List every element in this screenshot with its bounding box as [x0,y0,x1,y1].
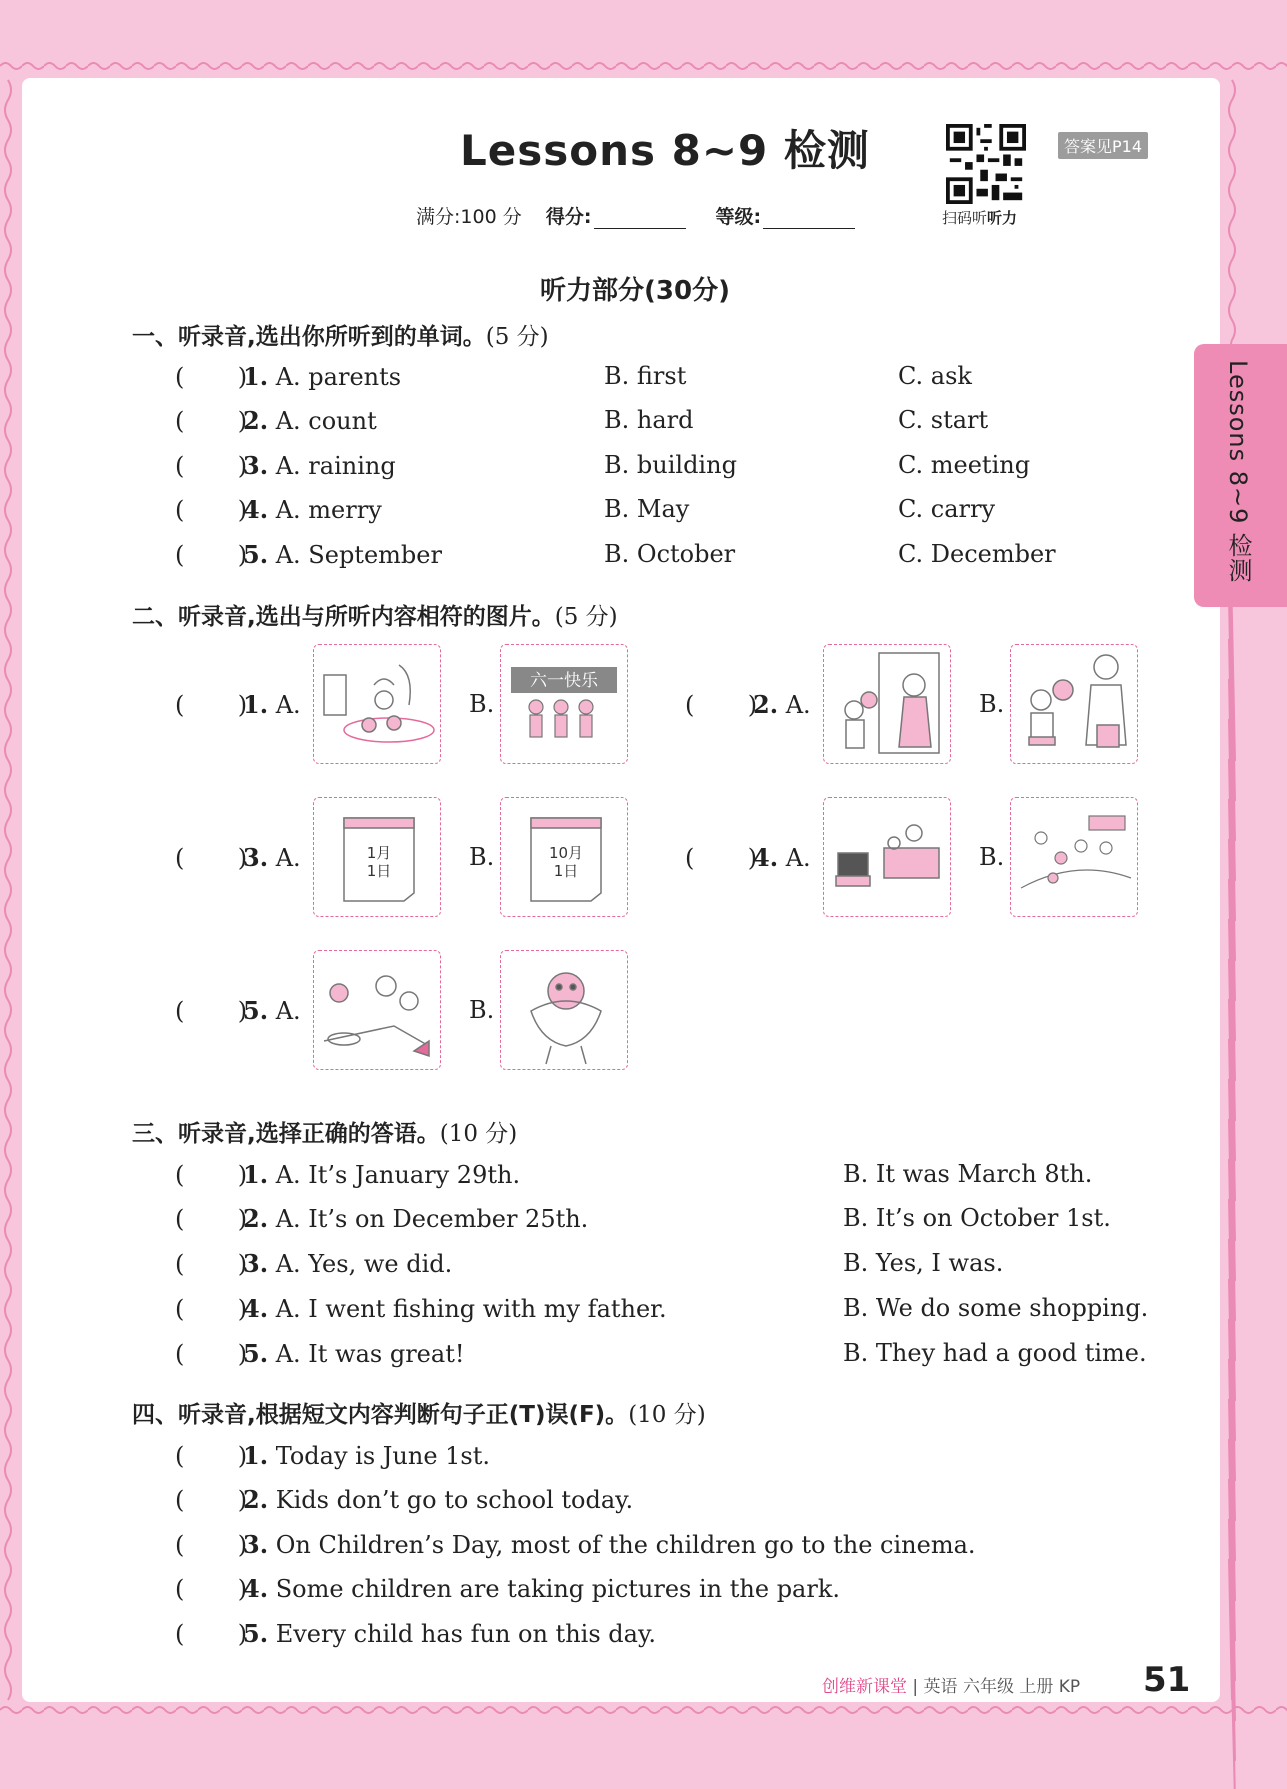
item-number: 4. [243,1574,269,1603]
picture-5a[interactable] [313,950,441,1070]
score-line [416,202,879,229]
item-number: 5. [243,996,269,1025]
section2-points: (5 分) [554,604,618,630]
picture-2a[interactable] [823,644,951,764]
picture-2b[interactable] [1010,644,1138,764]
label-b: B. [979,690,1005,718]
calendar-month: 10月 [548,844,584,862]
section2-item[interactable]: ( )3. A. [175,843,301,872]
item-number: 2. [753,690,779,719]
picture-4b[interactable] [1010,797,1138,917]
item-number: 2. [243,1204,269,1233]
score-blank[interactable] [594,210,686,229]
item-number: 2. [243,406,269,435]
section4-item[interactable]: ( )1. Today is June 1st. [175,1441,491,1470]
section1-heading-text: 一、听录音,选出你所听到的单词。 [132,324,486,350]
section3-item[interactable]: ( )3. A. Yes, we did. [175,1249,453,1278]
item-number: 1. [243,690,269,719]
page-title: Lessons 8~9 检测 [460,126,870,175]
item-number: 2. [243,1485,269,1514]
option-b: B. We do some shopping. [843,1294,1149,1322]
item-number: 5. [243,1619,269,1648]
label-b: B. [979,843,1005,871]
page-number: 51 [1143,1660,1191,1700]
answer-reference-badge: 答案见P14 [1058,132,1148,159]
item-number: 5. [243,1339,269,1368]
option-b: B. Yes, I was. [843,1249,1004,1277]
option-a: A. Yes, we did. [275,1250,453,1278]
option-a: A. September [275,541,442,569]
option-b: B. May [604,495,690,523]
option-a: A. It’s January 29th. [275,1161,521,1189]
option-c: C. ask [898,362,972,390]
section1-item[interactable]: ( )5. A. September [175,540,442,569]
section3-heading [132,1115,517,1148]
label-b: B. [469,690,495,718]
option-c: C. December [898,540,1056,568]
section2-heading-text: 二、听录音,选出与所听内容相符的图片。 [132,604,555,630]
section1-item[interactable]: ( )3. A. raining [175,451,396,480]
label-b: B. [469,996,495,1024]
label-a: A. [785,844,811,872]
section2-item[interactable]: ( )5. A. [175,996,301,1025]
section2-heading [132,598,618,631]
option-c: C. carry [898,495,996,523]
item-number: 4. [753,843,779,872]
item-number: 1. [243,362,269,391]
option-c: C. start [898,406,989,434]
section3-heading-text: 三、听录音,选择正确的答语。 [132,1121,440,1147]
section3-points: (10 分) [439,1121,518,1147]
footer [822,1672,1080,1697]
qr-label [942,207,1017,228]
section4-item[interactable]: ( )4. Some children are taking pictures in the park. [175,1574,841,1603]
section2-item[interactable]: ( )4. A. [685,843,811,872]
section4-item[interactable]: ( )5. Every child has fun on this day. [175,1619,656,1648]
option-b: B. It was March 8th. [843,1160,1093,1188]
item-number: 3. [243,843,269,872]
item-number: 4. [243,1294,269,1323]
section2-item[interactable]: ( )2. A. [685,690,811,719]
calendar-month: 1月 [366,844,392,862]
footer-brand: 创维新课堂 [822,1677,907,1697]
picture-3b[interactable] [500,797,628,917]
section3-item[interactable]: ( )5. A. It was great! [175,1339,465,1368]
qr-label-prefix: 扫码听 [942,209,988,227]
picture-1b[interactable] [500,644,628,764]
statement: Every child has fun on this day. [275,1620,656,1648]
grade-blank[interactable] [763,210,855,229]
option-a: A. raining [275,452,396,480]
option-c: C. meeting [898,451,1031,479]
statement: Some children are taking pictures in the park. [275,1575,841,1603]
option-b: B. October [604,540,736,568]
banner-text: 六一快乐 [530,671,598,691]
picture-5b[interactable] [500,950,628,1070]
full-score: 满分:100 分 [416,206,522,228]
qr-code-icon[interactable] [946,124,1026,204]
listening-section-title: 听力部分(30分) [540,276,730,306]
option-a: A. It’s on December 25th. [275,1205,589,1233]
section1-item[interactable]: ( )4. A. merry [175,495,382,524]
section4-heading-text: 四、听录音,根据短文内容判断句子正(T)误(F)。 [132,1402,629,1428]
section2-item[interactable]: ( )1. A. [175,690,301,719]
qr-label-bold: 听力 [987,209,1018,227]
option-a: A. I went fishing with my father. [275,1295,667,1323]
option-b: B. building [604,451,737,479]
option-a: A. parents [275,363,402,391]
item-number: 3. [243,451,269,480]
option-a: A. merry [275,496,382,524]
option-a: A. It was great! [275,1340,465,1368]
section1-item[interactable]: ( )1. A. parents [175,362,402,391]
section4-points: (10 分) [628,1402,706,1428]
item-number: 5. [243,540,269,569]
option-b: B. They had a good time. [843,1339,1147,1367]
footer-info: | 英语 六年级 上册 KP [912,1677,1081,1697]
section3-item[interactable]: ( )2. A. It’s on December 25th. [175,1204,589,1233]
option-a: A. count [275,407,377,435]
label-b: B. [469,843,495,871]
section1-heading [132,318,549,351]
statement: Kids don’t go to school today. [275,1486,634,1514]
item-number: 1. [243,1160,269,1189]
option-b: B. hard [604,406,694,434]
picture-3a[interactable] [313,797,441,917]
item-number: 1. [243,1441,269,1470]
section3-item[interactable]: ( )1. A. It’s January 29th. [175,1160,521,1189]
section1-points: (5 分) [485,324,549,350]
section4-item[interactable]: ( )3. On Children’s Day, most of the children go to the cinema. [175,1530,976,1559]
item-number: 4. [243,495,269,524]
option-b: B. It’s on October 1st. [843,1204,1111,1232]
section1-item[interactable]: ( )2. A. count [175,406,377,435]
label-a: A. [275,997,301,1025]
calendar-day: 1日 [366,862,392,880]
label-a: A. [275,844,301,872]
picture-4a[interactable] [823,797,951,917]
section4-item[interactable]: ( )2. Kids don’t go to school today. [175,1485,634,1514]
statement: On Children’s Day, most of the children go to the cinema. [275,1531,976,1559]
section4-heading [132,1396,706,1429]
statement: Today is June 1st. [275,1442,491,1470]
label-a: A. [275,691,301,719]
item-number: 3. [243,1249,269,1278]
label-a: A. [785,691,811,719]
picture-1a[interactable] [313,644,441,764]
score-label: 得分: [545,206,592,228]
calendar-day: 1日 [553,862,579,880]
option-b: B. first [604,362,687,390]
item-number: 3. [243,1530,269,1559]
section3-item[interactable]: ( )4. A. I went fishing with my father. [175,1294,667,1323]
grade-label: 等级: [715,206,762,228]
side-tab-label: Lessons 8~9 检测 [1224,360,1252,584]
